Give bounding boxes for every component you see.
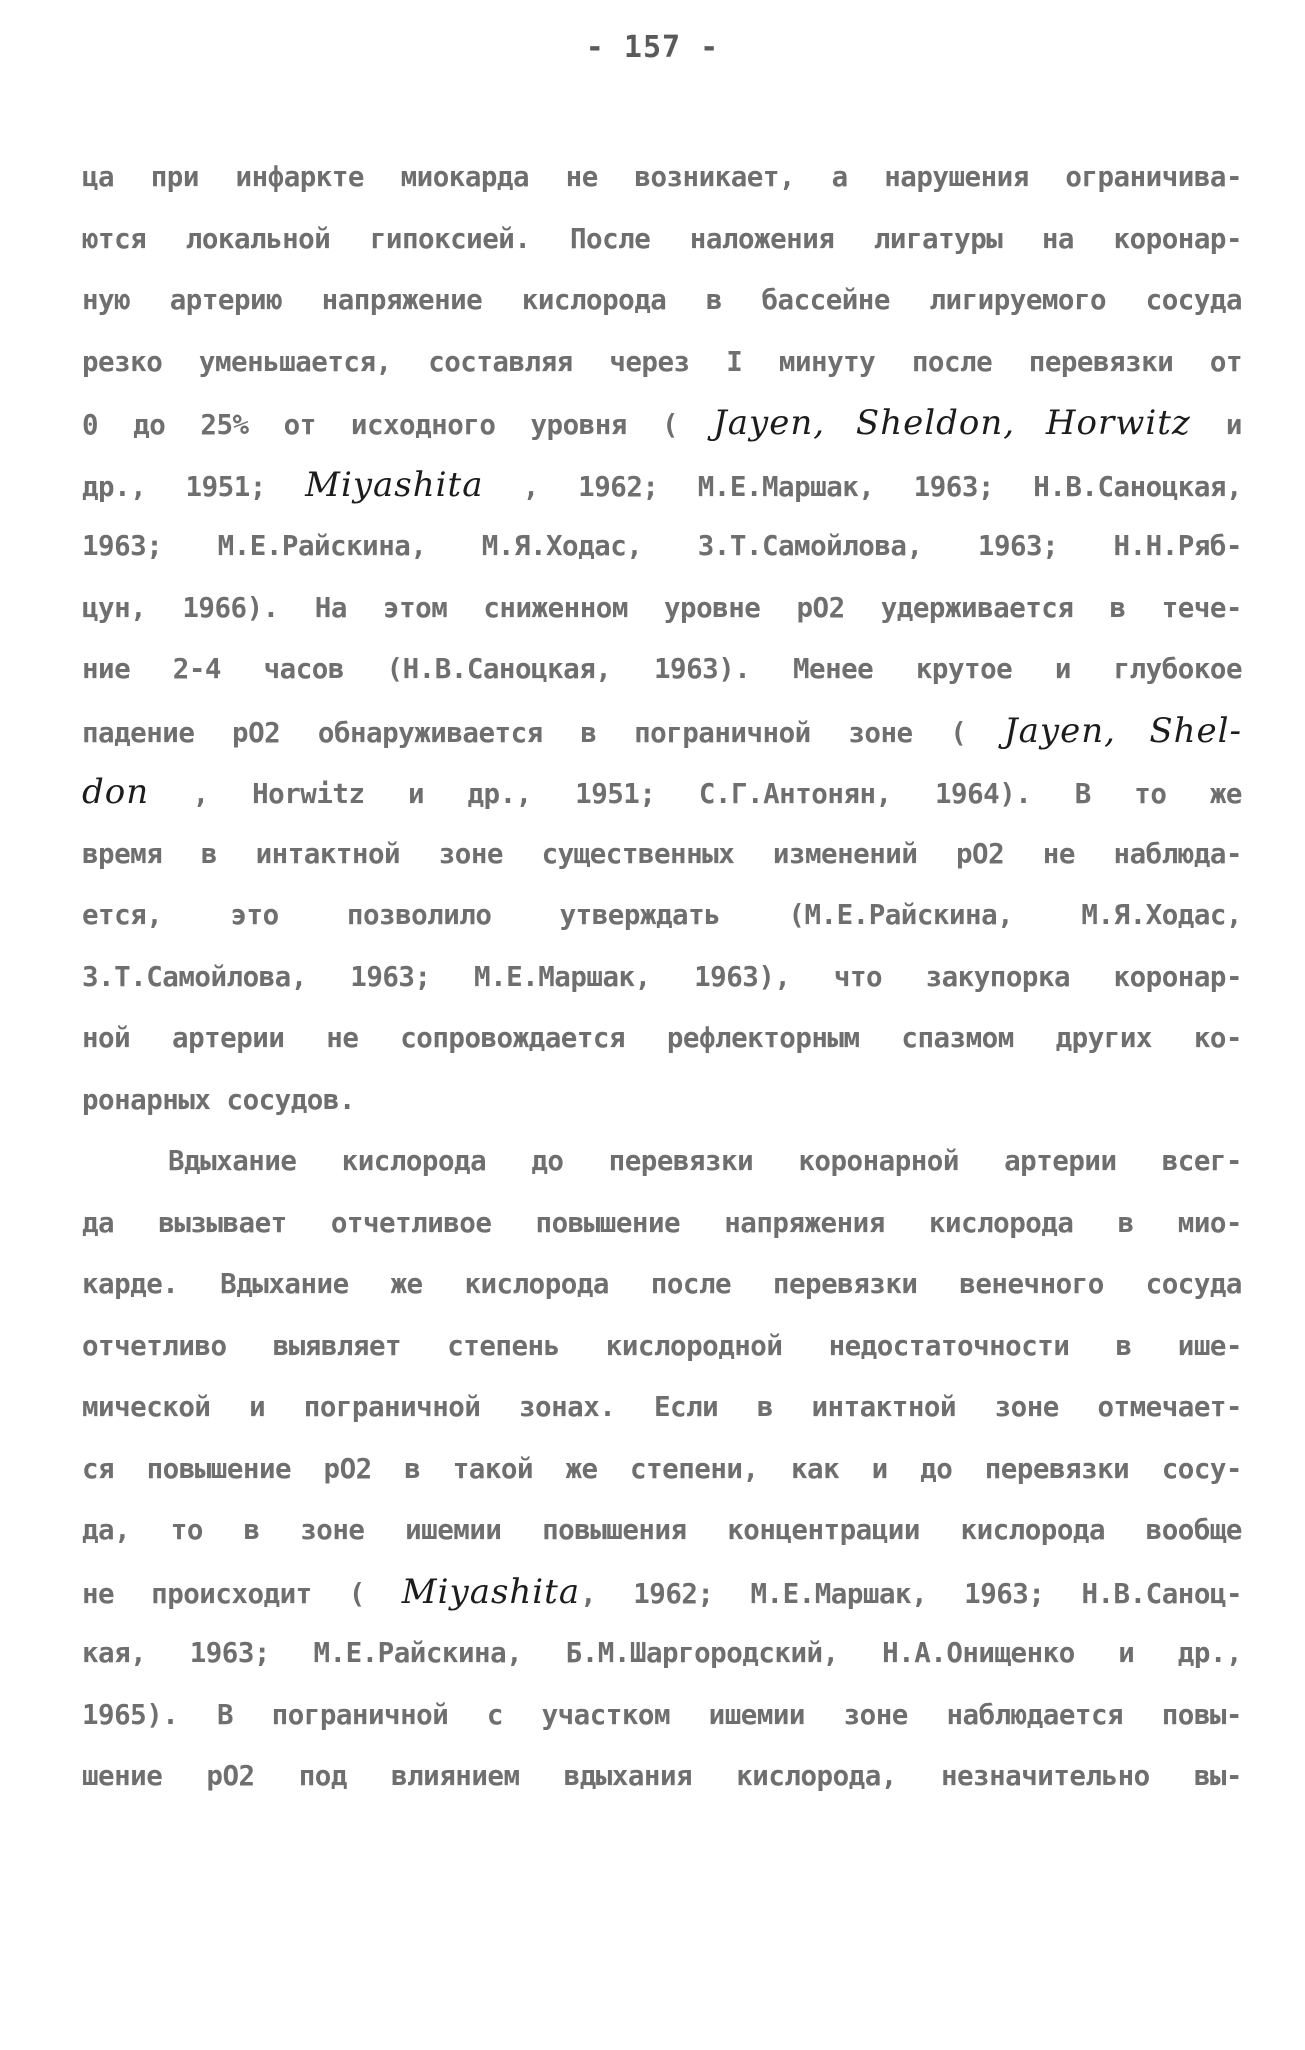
text-line (82, 824, 1242, 886)
line-text: мической и пограничной зонах. Если в интактной зоне отмечает- (82, 1391, 1242, 1423)
text-line (82, 1131, 1242, 1193)
text-line (82, 1254, 1242, 1316)
text-line (82, 516, 1242, 578)
text-line (82, 762, 1242, 824)
line-text: да вызывает отчетливое повышение напряжения кислорода в мио- (82, 1206, 1242, 1239)
handwritten-name: Jayen, Shel- (1003, 710, 1242, 751)
line-text: карде. Вдыхание же кислорода после перевязки венечного сосуда (82, 1268, 1242, 1300)
text-line (82, 270, 1242, 332)
text-line (82, 209, 1242, 271)
line-text: ся повышение pO2 в такой же степени, как и до перевязки сосу- (82, 1452, 1242, 1485)
text-line (82, 1439, 1242, 1501)
text-line (82, 1008, 1242, 1070)
line-text: , 1962; М.Е.Маршак, 1963; Н.В.Саноцкая, (483, 470, 1242, 503)
text-line (82, 393, 1242, 455)
handwritten-name: don (82, 772, 150, 812)
line-text: ца при инфаркте миокарда не возникает, а нарушения ограничива- (82, 161, 1242, 193)
line-text: 0 до 25% от исходного уровня ( (82, 409, 714, 441)
line-text: , Horwitz и др., 1951; С.Г.Антонян, 1964). В то же (149, 778, 1242, 810)
line-text: З.Т.Самойлова, 1963; М.Е.Маршак, 1963), что закупорка коронар- (82, 960, 1242, 993)
line-text: шение pO2 под влиянием вдыхания кислорода, незначительно вы- (82, 1760, 1242, 1792)
text-line (82, 1562, 1242, 1624)
text-line (82, 332, 1242, 394)
text-line (82, 455, 1242, 517)
text-line (82, 701, 1242, 763)
text-line (82, 885, 1242, 947)
line-text: ную артерию напряжение кислорода в бассейне лигируемого сосуда (82, 284, 1242, 316)
line-text: 1963; М.Е.Райскина, М.Я.Ходас, З.Т.Самойлова, 1963; Н.Н.Ряб- (82, 530, 1242, 562)
line-text: 1965). В пограничной с участком ишемии зоне наблюдается повы- (82, 1698, 1242, 1731)
handwritten-name: Miyashita (401, 1571, 581, 1612)
text-line (82, 578, 1242, 640)
text-line (82, 1193, 1242, 1255)
text-line (82, 1377, 1242, 1439)
line-text: падение pO2 обнаруживается в пограничной зоне ( (82, 716, 1004, 749)
text-line (82, 1500, 1242, 1562)
text-line (82, 1685, 1242, 1747)
line-text: да, то в зоне ишемии повышения концентрации кислорода вообще (82, 1514, 1242, 1546)
line-text: ются локальной гипоксией. После наложения лигатуры на коронар- (82, 222, 1242, 255)
line-text: ной артерии не сопровождается рефлекторным спазмом других ко- (82, 1022, 1242, 1054)
handwritten-name: Miyashita (305, 464, 484, 505)
line-text: и (1190, 409, 1242, 441)
handwritten-name: Jayen, Sheldon, Horwitz (713, 403, 1191, 443)
line-text: ется, это позволило утверждать (М.Е.Райскина, М.Я.Ходас, (82, 899, 1242, 931)
line-text: ние 2-4 часов (Н.В.Саноцкая, 1963). Менее крутое и глубокое (82, 653, 1242, 685)
line-text: цун, 1966). На этом сниженном уровне pO2 удерживается в тече- (82, 591, 1242, 624)
text-line (82, 1070, 1242, 1132)
line-text: , 1962; М.Е.Маршак, 1963; Н.В.Саноц- (580, 1577, 1242, 1610)
text-line (82, 947, 1242, 1009)
body-text (82, 147, 1242, 1808)
page-number: - 157 - (585, 30, 720, 65)
line-text: ронарных сосудов. (82, 1083, 355, 1116)
line-text: Вдыхание кислорода до перевязки коронарной артерии всег- (168, 1145, 1242, 1177)
text-line (82, 639, 1242, 701)
line-text: время в интактной зоне существенных изменений pO2 не наблюда- (82, 837, 1242, 870)
text-line (82, 1316, 1242, 1378)
text-line (82, 147, 1242, 209)
line-text: отчетливо выявляет степень кислородной недостаточности в ише- (82, 1329, 1242, 1362)
line-text: не происходит ( (82, 1577, 402, 1610)
text-line (82, 1746, 1242, 1808)
line-text: др., 1951; (82, 470, 306, 503)
text-line (82, 1623, 1242, 1685)
line-text: резко уменьшается, составляя через I минуту после перевязки от (82, 345, 1242, 378)
line-text: кая, 1963; М.Е.Райскина, Б.М.Шаргородский, Н.А.Онищенко и др., (82, 1637, 1242, 1669)
